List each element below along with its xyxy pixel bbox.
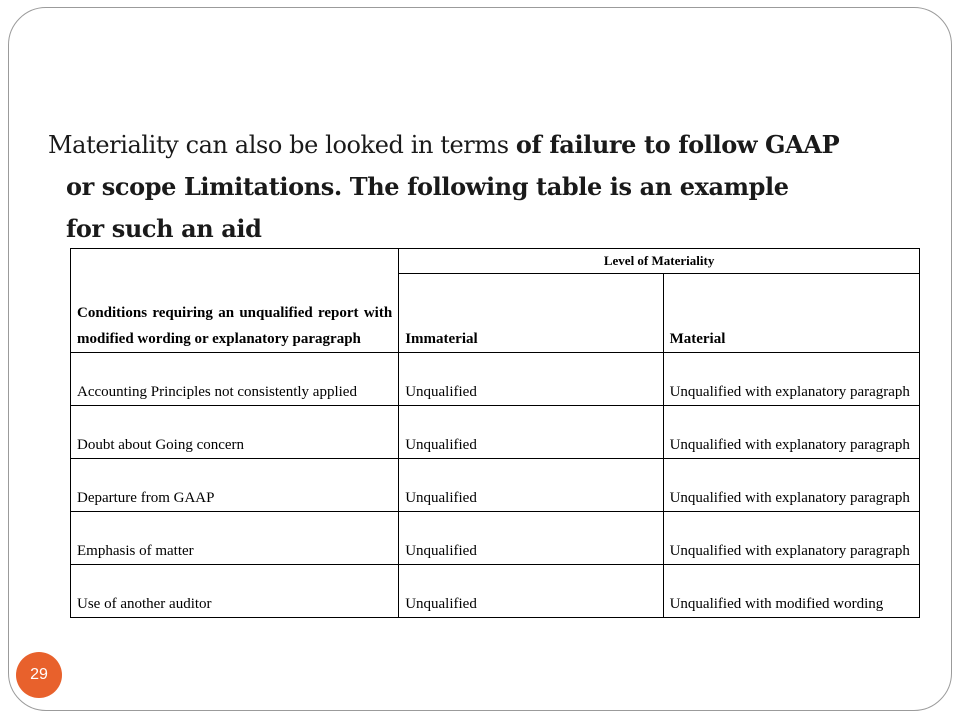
table-row [71, 512, 920, 565]
intro-bold-text-1: of failure to follow GAAP [515, 130, 840, 159]
material-header: Material [663, 274, 919, 353]
immaterial-header: Immaterial [399, 274, 663, 353]
table-row [71, 406, 920, 459]
table-row [71, 459, 920, 512]
material-cell: Unqualified with explanatory paragraph [663, 459, 919, 512]
intro-normal-text: Materiality can also be looked in terms [48, 131, 516, 159]
page-number: 29 [30, 666, 48, 683]
intro-bold-text-3: for such an aid [66, 214, 262, 243]
immaterial-cell: Unqualified [399, 353, 663, 406]
condition-cell: Accounting Principles not consistently applied [71, 353, 399, 406]
table-row [71, 353, 920, 406]
condition-cell: Emphasis of matter [71, 512, 399, 565]
intro-paragraph [48, 124, 928, 250]
material-cell: Unqualified with explanatory paragraph [663, 512, 919, 565]
page-number-badge [16, 652, 62, 698]
material-cell: Unqualified with modified wording [663, 565, 919, 618]
immaterial-cell: Unqualified [399, 406, 663, 459]
table-header-row-1 [71, 249, 920, 274]
intro-bold-text-2: or scope Limitations. The following table is an example [66, 172, 789, 201]
level-of-materiality-header: Level of Materiality [399, 249, 920, 274]
material-cell: Unqualified with explanatory paragraph [663, 353, 919, 406]
material-cell: Unqualified with explanatory paragraph [663, 406, 919, 459]
immaterial-cell: Unqualified [399, 565, 663, 618]
condition-cell: Departure from GAAP [71, 459, 399, 512]
materiality-table [70, 248, 920, 618]
immaterial-cell: Unqualified [399, 459, 663, 512]
condition-cell: Use of another auditor [71, 565, 399, 618]
conditions-header: Conditions requiring an unqualified report with modified wording or explanatory paragraph [71, 249, 399, 353]
condition-cell: Doubt about Going concern [71, 406, 399, 459]
immaterial-cell: Unqualified [399, 512, 663, 565]
table-row [71, 565, 920, 618]
